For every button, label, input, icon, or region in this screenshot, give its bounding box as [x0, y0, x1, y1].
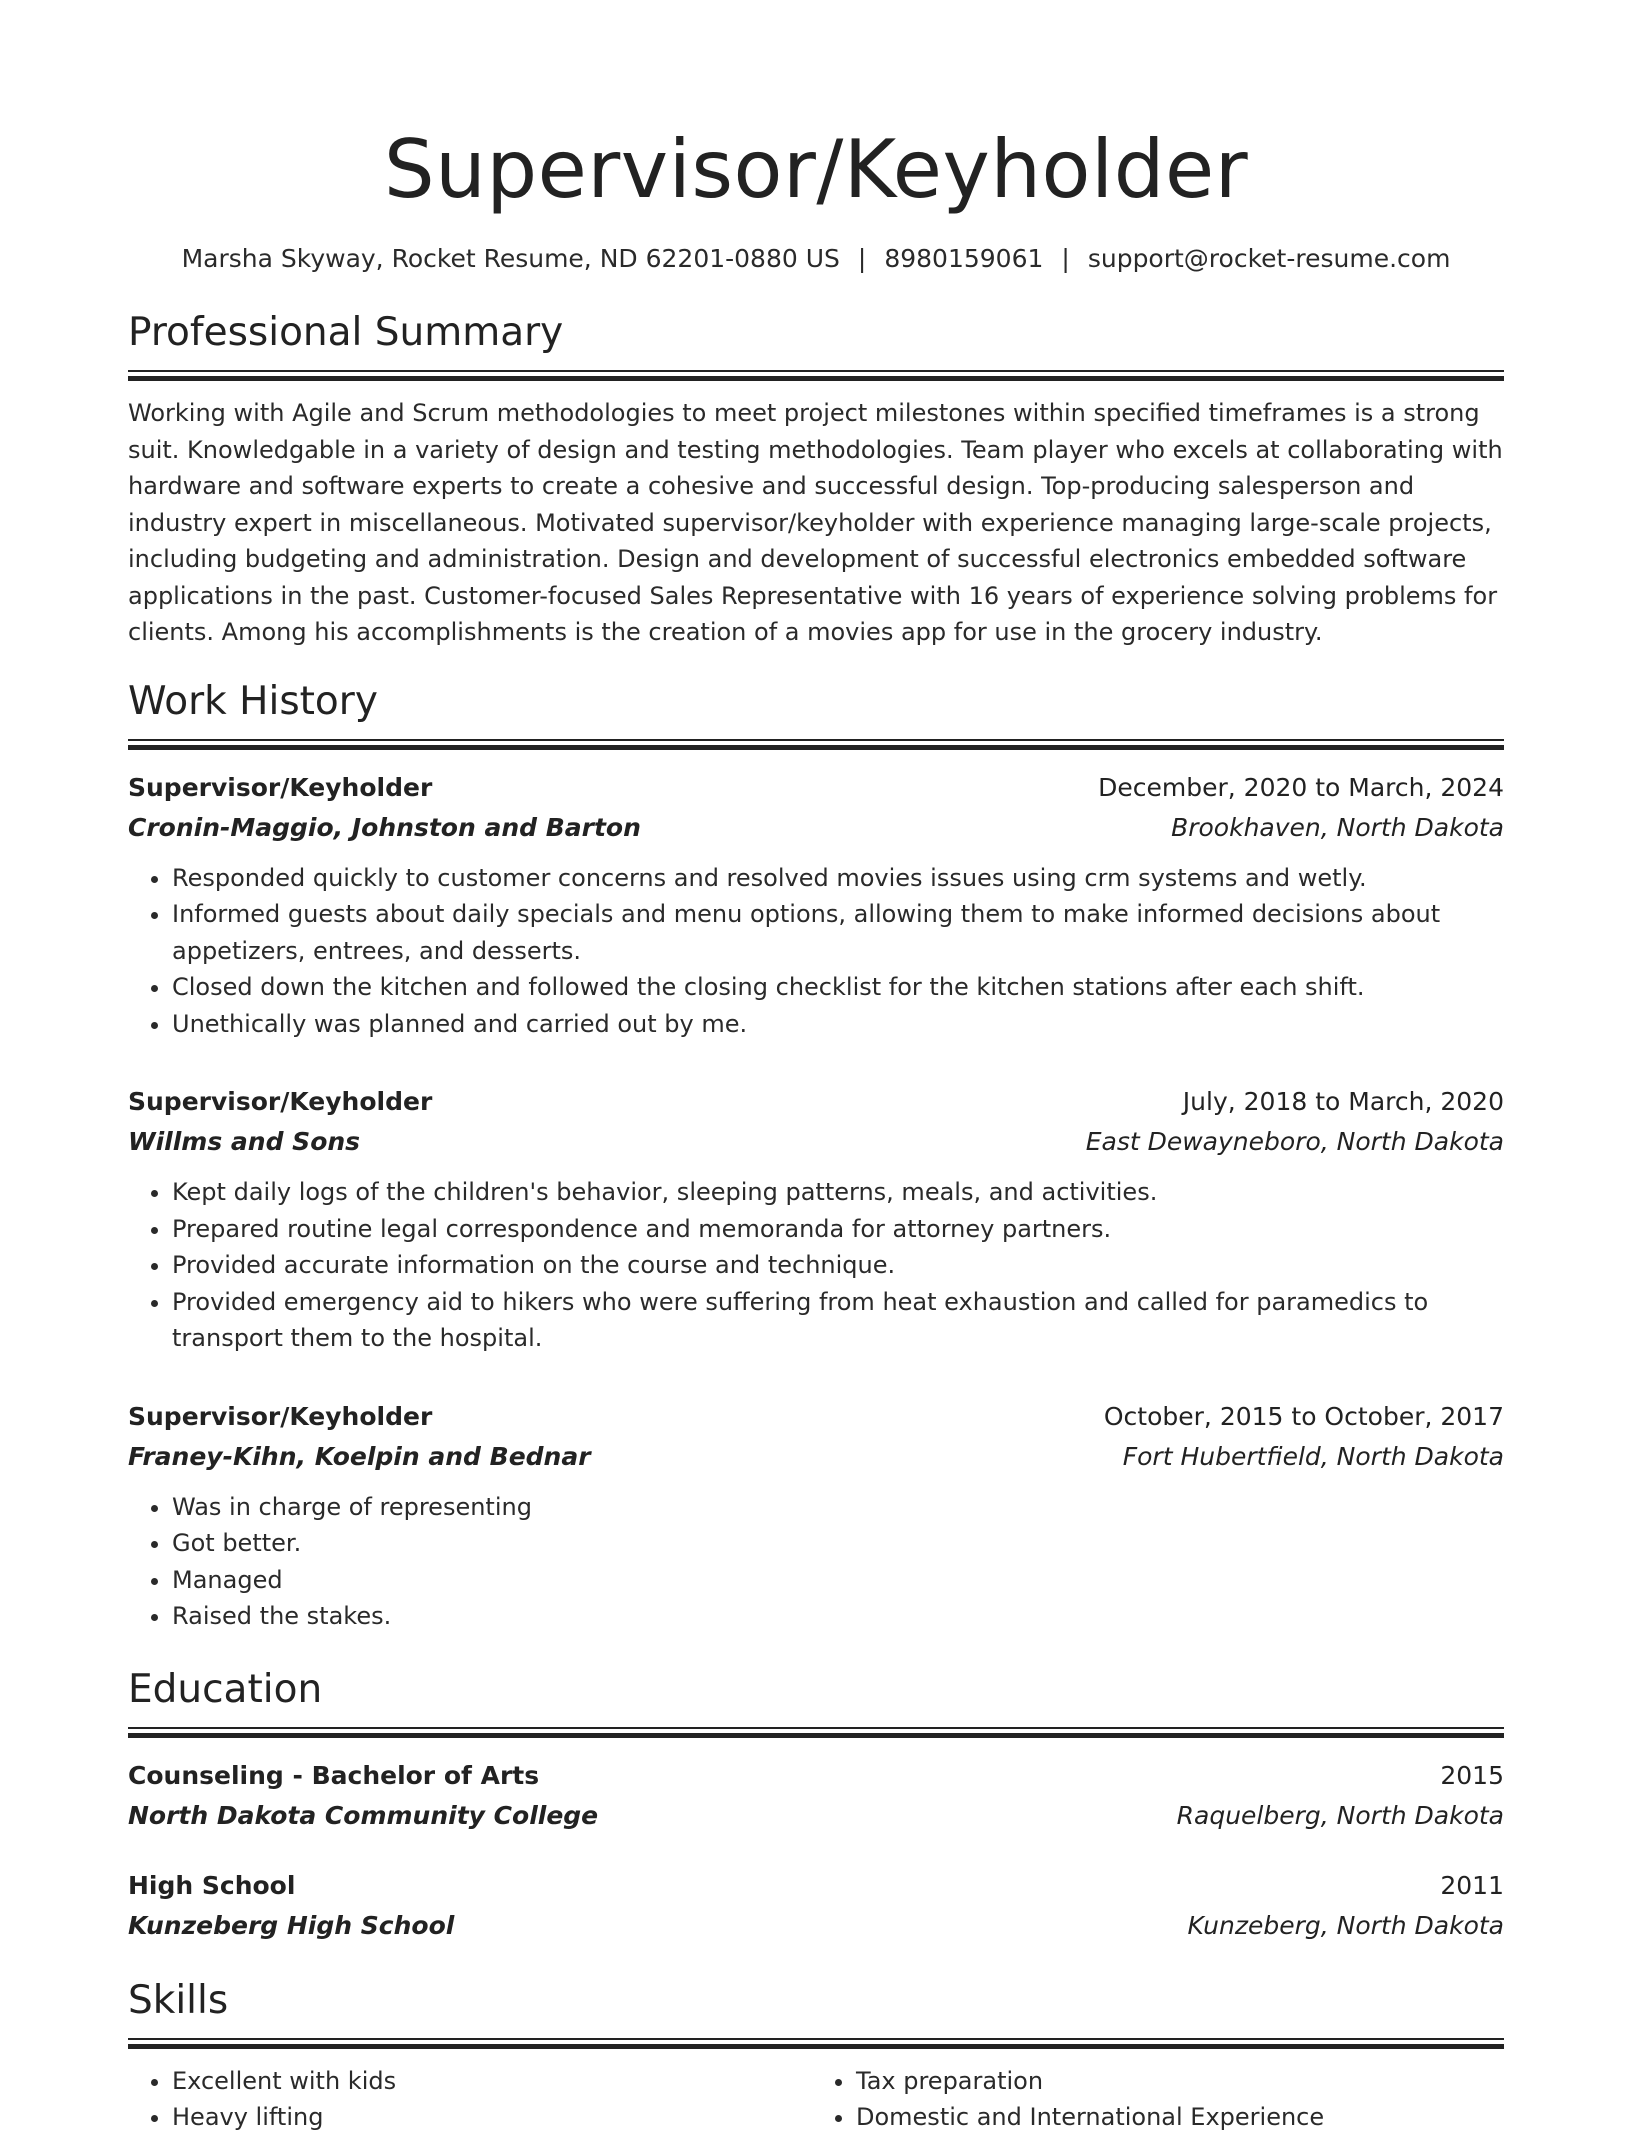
job-title: Supervisor/Keyholder	[128, 1401, 433, 1431]
job-bullet: • Unethically was planned and carried out by me.	[172, 1006, 1504, 1043]
job-bullet: • Informed guests about daily specials and menu options, allowing them to make informed decisions about appetizers, entrees, and desserts.	[172, 896, 1504, 969]
education-entry	[128, 1756, 1504, 1836]
job-company: Franey-Kihn, Koelpin and Bednar	[128, 1441, 591, 1471]
education-degree: High School	[128, 1870, 296, 1900]
job-bullet: • Was in charge of representing	[172, 1489, 1504, 1526]
contact-address: Marsha Skyway, Rocket Resume, ND 62201-0880 US	[181, 244, 840, 273]
section-divider	[128, 739, 1504, 750]
contact-phone: 8980159061	[884, 244, 1044, 273]
job-title: Supervisor/Keyholder	[128, 772, 433, 802]
job-entry	[128, 768, 1504, 1043]
resume-name: Supervisor/Keyholder	[383, 123, 1249, 216]
contact-separator: |	[857, 244, 867, 273]
job-company: Willms and Sons	[128, 1127, 361, 1156]
contact-line	[128, 242, 1504, 276]
job-dates: October, 2015 to October, 2017	[1103, 1401, 1504, 1431]
skills-column-right	[820, 2063, 1504, 2136]
education-year: 2011	[1440, 1870, 1504, 1900]
job-bullets	[128, 1489, 1504, 1635]
skill-item: • Excellent with kids	[172, 2063, 820, 2100]
job-bullet: • Kept daily logs of the children's behavior, sleeping patterns, meals, and activities.	[172, 1174, 1504, 1211]
skill-item: • Domestic and International Experience	[856, 2099, 1504, 2136]
skills-column-left	[128, 2063, 820, 2136]
job-location: Brookhaven, North Dakota	[1171, 812, 1504, 842]
job-dates: July, 2018 to March, 2020	[1182, 1087, 1504, 1116]
job-title: Supervisor/Keyholder	[128, 1087, 433, 1116]
job-bullet: • Got better.	[172, 1525, 1504, 1562]
section-title-education: Education	[128, 1666, 323, 1712]
job-location: Fort Hubertfield, North Dakota	[1122, 1441, 1504, 1471]
work-history-section	[128, 677, 1504, 1635]
contact-email[interactable]: support@rocket-resume.com	[1087, 244, 1451, 273]
section-title-skills: Skills	[128, 1977, 229, 2023]
job-entry	[128, 1397, 1504, 1635]
job-bullet: • Prepared routine legal correspondence and memoranda for attorney partners.	[172, 1211, 1504, 1248]
job-bullet: • Responded quickly to customer concerns and resolved movies issues using crm systems and wetly.	[172, 860, 1504, 897]
education-year: 2015	[1440, 1760, 1504, 1790]
skill-item: • Tax preparation	[856, 2063, 1504, 2100]
skill-item: • Heavy lifting	[172, 2099, 820, 2136]
section-title-summary: Professional Summary	[128, 310, 564, 355]
section-divider	[128, 370, 1504, 381]
job-bullet: • Provided emergency aid to hikers who were suffering from heat exhaustion and called for paramedics to transport them to the hospital.	[172, 1284, 1504, 1357]
summary-section	[128, 308, 1504, 651]
job-entry	[128, 1082, 1504, 1357]
skills-columns	[128, 2063, 1504, 2136]
education-section	[128, 1665, 1504, 1946]
education-school: Kunzeberg High School	[128, 1910, 455, 1940]
job-bullets	[128, 860, 1504, 1043]
job-bullet: • Raised the stakes.	[172, 1598, 1504, 1635]
job-company: Cronin-Maggio, Johnston and Barton	[128, 812, 641, 842]
job-location: East Dewayneboro, North Dakota	[1085, 1127, 1504, 1156]
job-bullets	[128, 1174, 1504, 1357]
education-entry	[128, 1866, 1504, 1946]
job-bullet: • Closed down the kitchen and followed the closing checklist for the kitchen stations after each shift.	[172, 969, 1504, 1006]
section-divider	[128, 1727, 1504, 1738]
section-title-work-history: Work History	[128, 678, 378, 724]
job-bullet: • Managed	[172, 1562, 1504, 1599]
education-school: North Dakota Community College	[128, 1800, 599, 1830]
education-location: Kunzeberg, North Dakota	[1187, 1910, 1504, 1940]
summary-text: Working with Agile and Scrum methodologies to meet project milestones within specified timeframes is a strong suit. Knowledgable in a variety of design and testing methodologies. Team player who excels at collaborating with hardware and software experts to create a cohesive and successful design. Top-producing salesperson and industry expert in miscellaneous. Motivated supervisor/keyholder with experience managing large-scale projects, including budgeting and administration. Design and development of successful electronics embedded software applications in the past. Customer-focused Sales Representative with 16 years of experience solving problems for clients. Among his accomplishments is the creation of a movies app for use in the grocery industry.	[128, 399, 1503, 646]
education-degree: Counseling - Bachelor of Arts	[128, 1760, 540, 1790]
contact-separator: |	[1061, 244, 1070, 273]
job-dates: December, 2020 to March, 2024	[1098, 772, 1504, 802]
section-divider	[128, 2038, 1504, 2049]
education-location: Raquelberg, North Dakota	[1176, 1800, 1504, 1830]
job-bullet: • Provided accurate information on the course and technique.	[172, 1247, 1504, 1284]
